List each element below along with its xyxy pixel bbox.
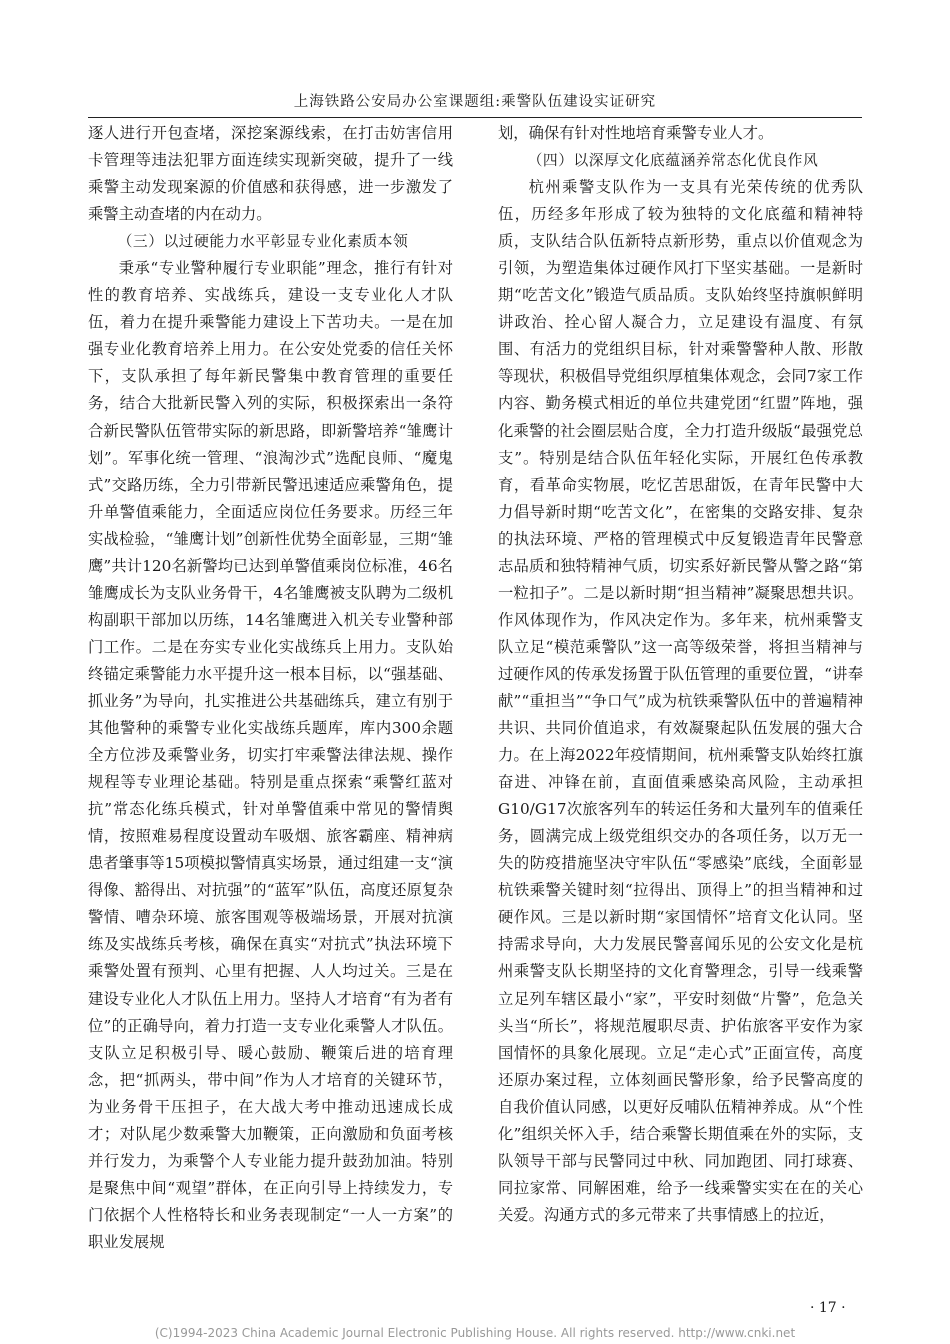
paragraph: 划，确保有针对性地培育乘警专业人才。 (498, 124, 774, 142)
copyright-footer: (C)1994-2023 China Academic Journal Electronic Publishing House. All rights reserved. http://www.cnki.net (154, 1326, 796, 1340)
paragraph: 逐人进行开包查堵，深挖案源线索，在打击妨害信用卡管理等违法犯罪方面连续实现新突破，提升了一线乘警主动发现案源的价值感和获得感，进一步激发了乘警主动查堵的内在动力。 (88, 124, 453, 224)
page-number: · 17 · (810, 1300, 846, 1316)
running-header-title: 上海铁路公安局办公室课题组:乘警队伍建设实证研究 (293, 94, 657, 110)
left-column (88, 120, 453, 1256)
running-header (88, 90, 862, 118)
right-column (498, 120, 863, 1229)
section-heading: （三）以过硬能力水平彰显专业化素质本领 (117, 233, 409, 251)
section-heading: （四）以深厚文化底蕴涵养常态化优良作风 (527, 152, 819, 170)
paragraph: 秉承“专业警种履行专业职能”理念，推行有针对性的教育培养、实战练兵，建设一支专业化人才队伍，着力在提升乘警能力建设上下苦功夫。一是在加强专业化教育培养上用力。在公安处党委的信任关怀下，支队承担了每年新民警集中教育管理的重要任务，结合大批新民警入列的实际，积极探索出一条符合新民警队伍管带实际的新思路，即新警培养“雏鹰计划”。军事化统一管理、“浪淘沙式”选配良师、“魔鬼式”交路历练，全力引带新民警迅速适应乘警角色，提升单警值乘能力，全面适应岗位任务要求。历经三年实战检验，“雏鹰计划”创新性优势全面彰显，三期“雏鹰”共计120名新警均已达到单警值乘岗位标准，46名雏鹰成长为支队业务骨干，4名雏鹰被支队聘为二级机构副职干部加以历练，14名雏鹰进入机关专业警种部门工作。二是在夯实专业化实战练兵上用力。支队始终锚定乘警能力水平提升这一根本目标，以“强基础、抓业务”为导向，扎实推进公共基础练兵，建立有别于其他警种的乘警专业化实战练兵题库，库内300余题全方位涉及乘警业务，切实打牢乘警法律法规、操作规程等专业理论基础。特别是重点探索“乘警红蓝对抗”常态化练兵模式，针对单警值乘中常见的警情舆情，按照难易程度设置动车吸烟、旅客霸座、精神病患者肇事等15项模拟警情真实场景，通过组建一支“演得像、豁得出、对抗强”的“蓝军”队伍，高度还原复杂警情、嘈杂环境、旅客围观等极端场景，开展对抗演练及实战练兵考核，确保在真实“对抗式”执法环境下乘警处置有预判、心里有把握、人人均过关。三是在建设专业化人才队伍上用力。坚持人才培育“有为者有位”的正确导向，着力打造一支专业化乘警人才队伍。支队立足积极引导、暖心鼓励、鞭策后进的培育理念，把“抓两头，带中间”作为人才培育的关键环节，为业务骨干压担子，在大战大考中推动迅速成长成才；对队尾少数乘警大加鞭策，正向激励和负面考核并行发力，为乘警个人专业能力提升鼓劲加油。特别是聚焦中间“观望”群体，在正向引导上持续发力，专门依据个人性格特长和业务表现制定“一人一方案”的职业发展规 (88, 259, 453, 1251)
paragraph: 杭州乘警支队作为一支具有光荣传统的优秀队伍，历经多年形成了较为独特的文化底蕴和精神特质，支队结合队伍新特点新形势，重点以价值观念为引领，为塑造集体过硬作风打下坚实基础。一是新时期“吃苦文化”锻造气质品质。支队始终坚持旗帜鲜明讲政治、拴心留人凝合力，立足建设有温度、有氛围、有活力的党组织目标，针对乘警警种人散、形散等现状，积极倡导党组织厚植集体观念，会同7家工作内容、勤务模式相近的单位共建党团“红盟”阵地，强化乘警的社会圈层贴合度，全力打造升级版“最强党总支”。特别是结合队伍年轻化实际，开展红色传承教育，看革命实物展，吃忆苦思甜饭，在青年民警中大力倡导新时期“吃苦文化”，在密集的交路安排、复杂的执法环境、严格的管理模式中反复锻造青年民警意志品质和独特精神气质，切实系好新民警从警之路“第一粒扣子”。二是以新时期“担当精神”凝聚思想共识。作风体现作为，作风决定作为。多年来，杭州乘警支队立足“模范乘警队”这一高等级荣誉，将担当精神与过硬作风的传承发扬置于队伍管理的重要位置，“讲奉献”“重担当”“争口气”成为杭铁乘警队伍中的普遍精神共识、共同价值追求，有效凝聚起队伍发展的强大合力。在上海2022年疫情期间，杭州乘警支队始终扛旗奋进、冲锋在前，直面值乘感染高风险，主动承担G10/G17次旅客列车的转运任务和大量列车的值乘任务，圆满完成上级党组织交办的各项任务，以万无一失的防疫措施坚决守牢队伍“零感染”底线，全面彰显杭铁乘警关键时刻“拉得出、顶得上”的担当精神和过硬作风。三是以新时期“家国情怀”培育文化认同。坚持需求导向，大力发展民警喜闻乐见的公安文化是杭州乘警支队长期坚持的文化育警理念，引导一线乘警立足列车辖区最小“家”，平安时刻做“片警”，危急关头当“所长”，将规范履职尽责、护佑旅客平安作为家国情怀的具象化展现。立足“走心式”正面宣传，高度还原办案过程，立体刻画民警形象，给予民警高度的自我价值认同感，以更好反哺队伍精神养成。从“个性化”组织关怀入手，结合乘警长期值乘在外的实际，支队领导干部与民警同过中秋、同加跑团、同打球赛、同拉家常、同解困难，给予一线乘警实实在在的关心关爱。沟通方式的多元带来了共事情感上的拉近， (498, 178, 863, 1224)
